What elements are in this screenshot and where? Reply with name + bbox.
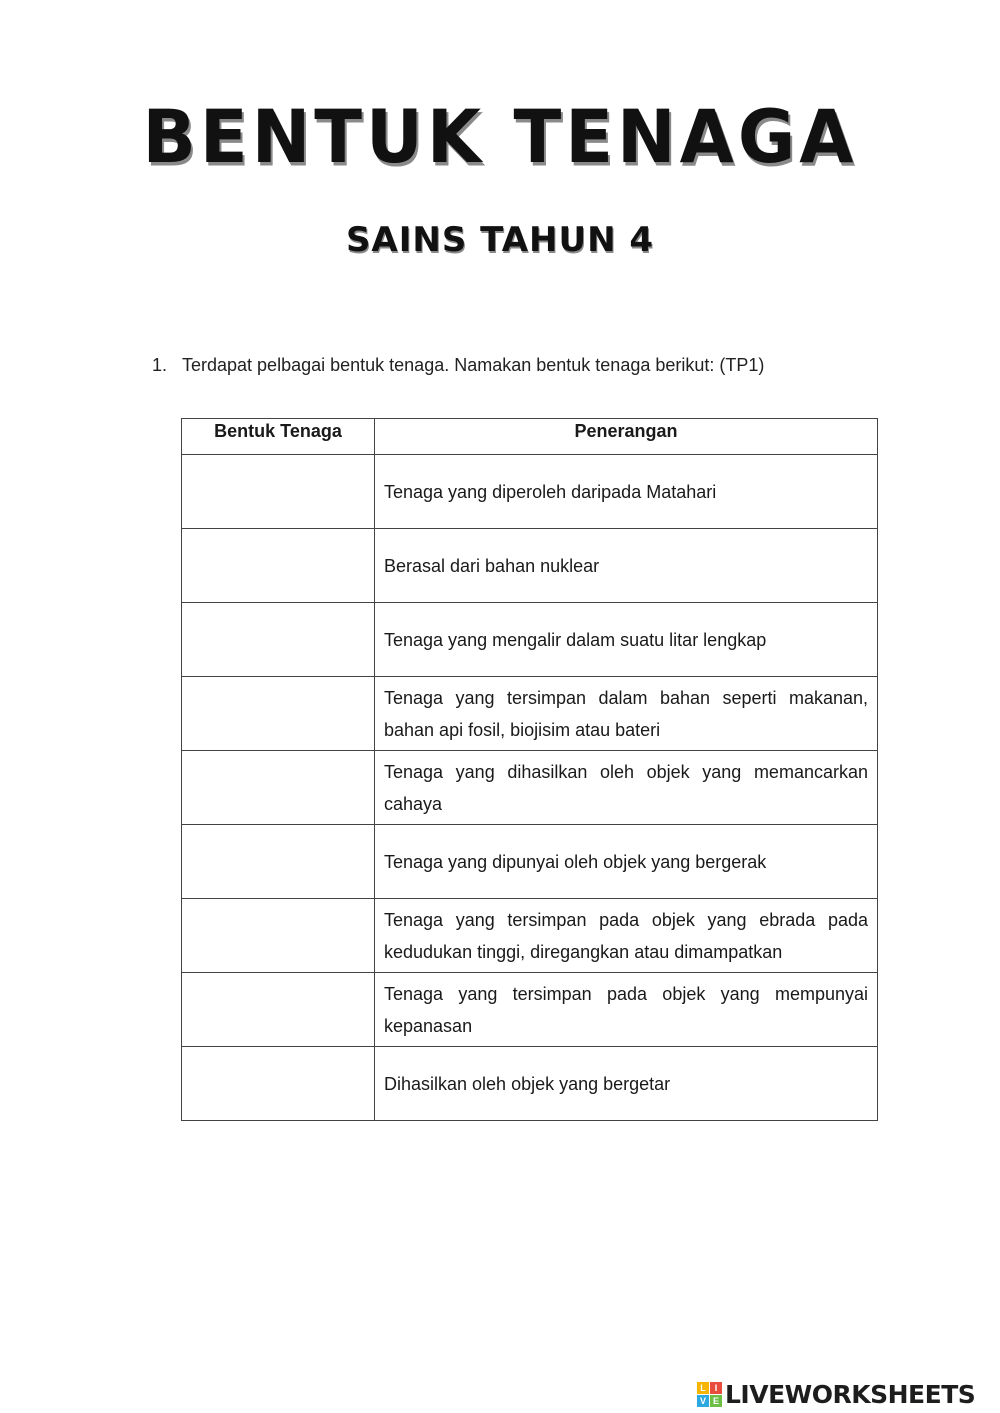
description-cell: Dihasilkan oleh objek yang bergetar bbox=[375, 1047, 878, 1121]
answer-cell[interactable] bbox=[182, 899, 375, 973]
table-row bbox=[182, 603, 878, 677]
description-cell: Tenaga yang diperoleh daripada Matahari bbox=[375, 455, 878, 529]
description-cell: Tenaga yang mengalir dalam suatu litar lengkap bbox=[375, 603, 878, 677]
answer-cell[interactable] bbox=[182, 751, 375, 825]
answer-cell[interactable] bbox=[182, 455, 375, 529]
answer-cell[interactable] bbox=[182, 973, 375, 1047]
table-row bbox=[182, 825, 878, 899]
description-cell: Tenaga yang tersimpan dalam bahan seperti makanan, bahan api fosil, biojisim atau bateri bbox=[375, 677, 878, 751]
question-text: Terdapat pelbagai bentuk tenaga. Namakan bentuk tenaga berikut: (TP1) bbox=[182, 355, 765, 375]
table-row bbox=[182, 899, 878, 973]
answer-cell[interactable] bbox=[182, 825, 375, 899]
description-cell: Tenaga yang tersimpan pada objek yang ebrada pada kedudukan tinggi, diregangkan atau dimampatkan bbox=[375, 899, 878, 973]
description-cell: Berasal dari bahan nuklear bbox=[375, 529, 878, 603]
description-cell: Tenaga yang dipunyai oleh objek yang bergerak bbox=[375, 825, 878, 899]
logo-letter-l: L bbox=[697, 1382, 709, 1394]
logo-letter-e: E bbox=[710, 1395, 722, 1407]
liveworksheets-logo-icon bbox=[697, 1382, 722, 1407]
worksheet-subtitle: SAINS TAHUN 4 bbox=[345, 220, 655, 260]
header-penerangan: Penerangan bbox=[375, 419, 878, 455]
question-number: 1. bbox=[152, 355, 168, 375]
header-bentuk-tenaga: Bentuk Tenaga bbox=[182, 419, 375, 455]
liveworksheets-logo bbox=[697, 1376, 975, 1412]
table-row bbox=[182, 455, 878, 529]
energy-table bbox=[181, 418, 878, 1121]
worksheet-title: BENTUK TENAGA bbox=[142, 93, 858, 181]
question-1 bbox=[152, 355, 764, 376]
answer-cell[interactable] bbox=[182, 677, 375, 751]
description-cell: Tenaga yang tersimpan pada objek yang mempunyai kepanasan bbox=[375, 973, 878, 1047]
logo-letter-v: V bbox=[697, 1395, 709, 1407]
logo-letter-i: I bbox=[710, 1382, 722, 1394]
description-cell: Tenaga yang dihasilkan oleh objek yang memancarkan cahaya bbox=[375, 751, 878, 825]
table-row bbox=[182, 973, 878, 1047]
table-header-row bbox=[182, 419, 878, 455]
table-row bbox=[182, 529, 878, 603]
answer-cell[interactable] bbox=[182, 603, 375, 677]
table-row bbox=[182, 1047, 878, 1121]
answer-cell[interactable] bbox=[182, 529, 375, 603]
table-row bbox=[182, 751, 878, 825]
table-row bbox=[182, 677, 878, 751]
answer-cell[interactable] bbox=[182, 1047, 375, 1121]
liveworksheets-logo-text: LIVEWORKSHEETS bbox=[725, 1379, 976, 1409]
